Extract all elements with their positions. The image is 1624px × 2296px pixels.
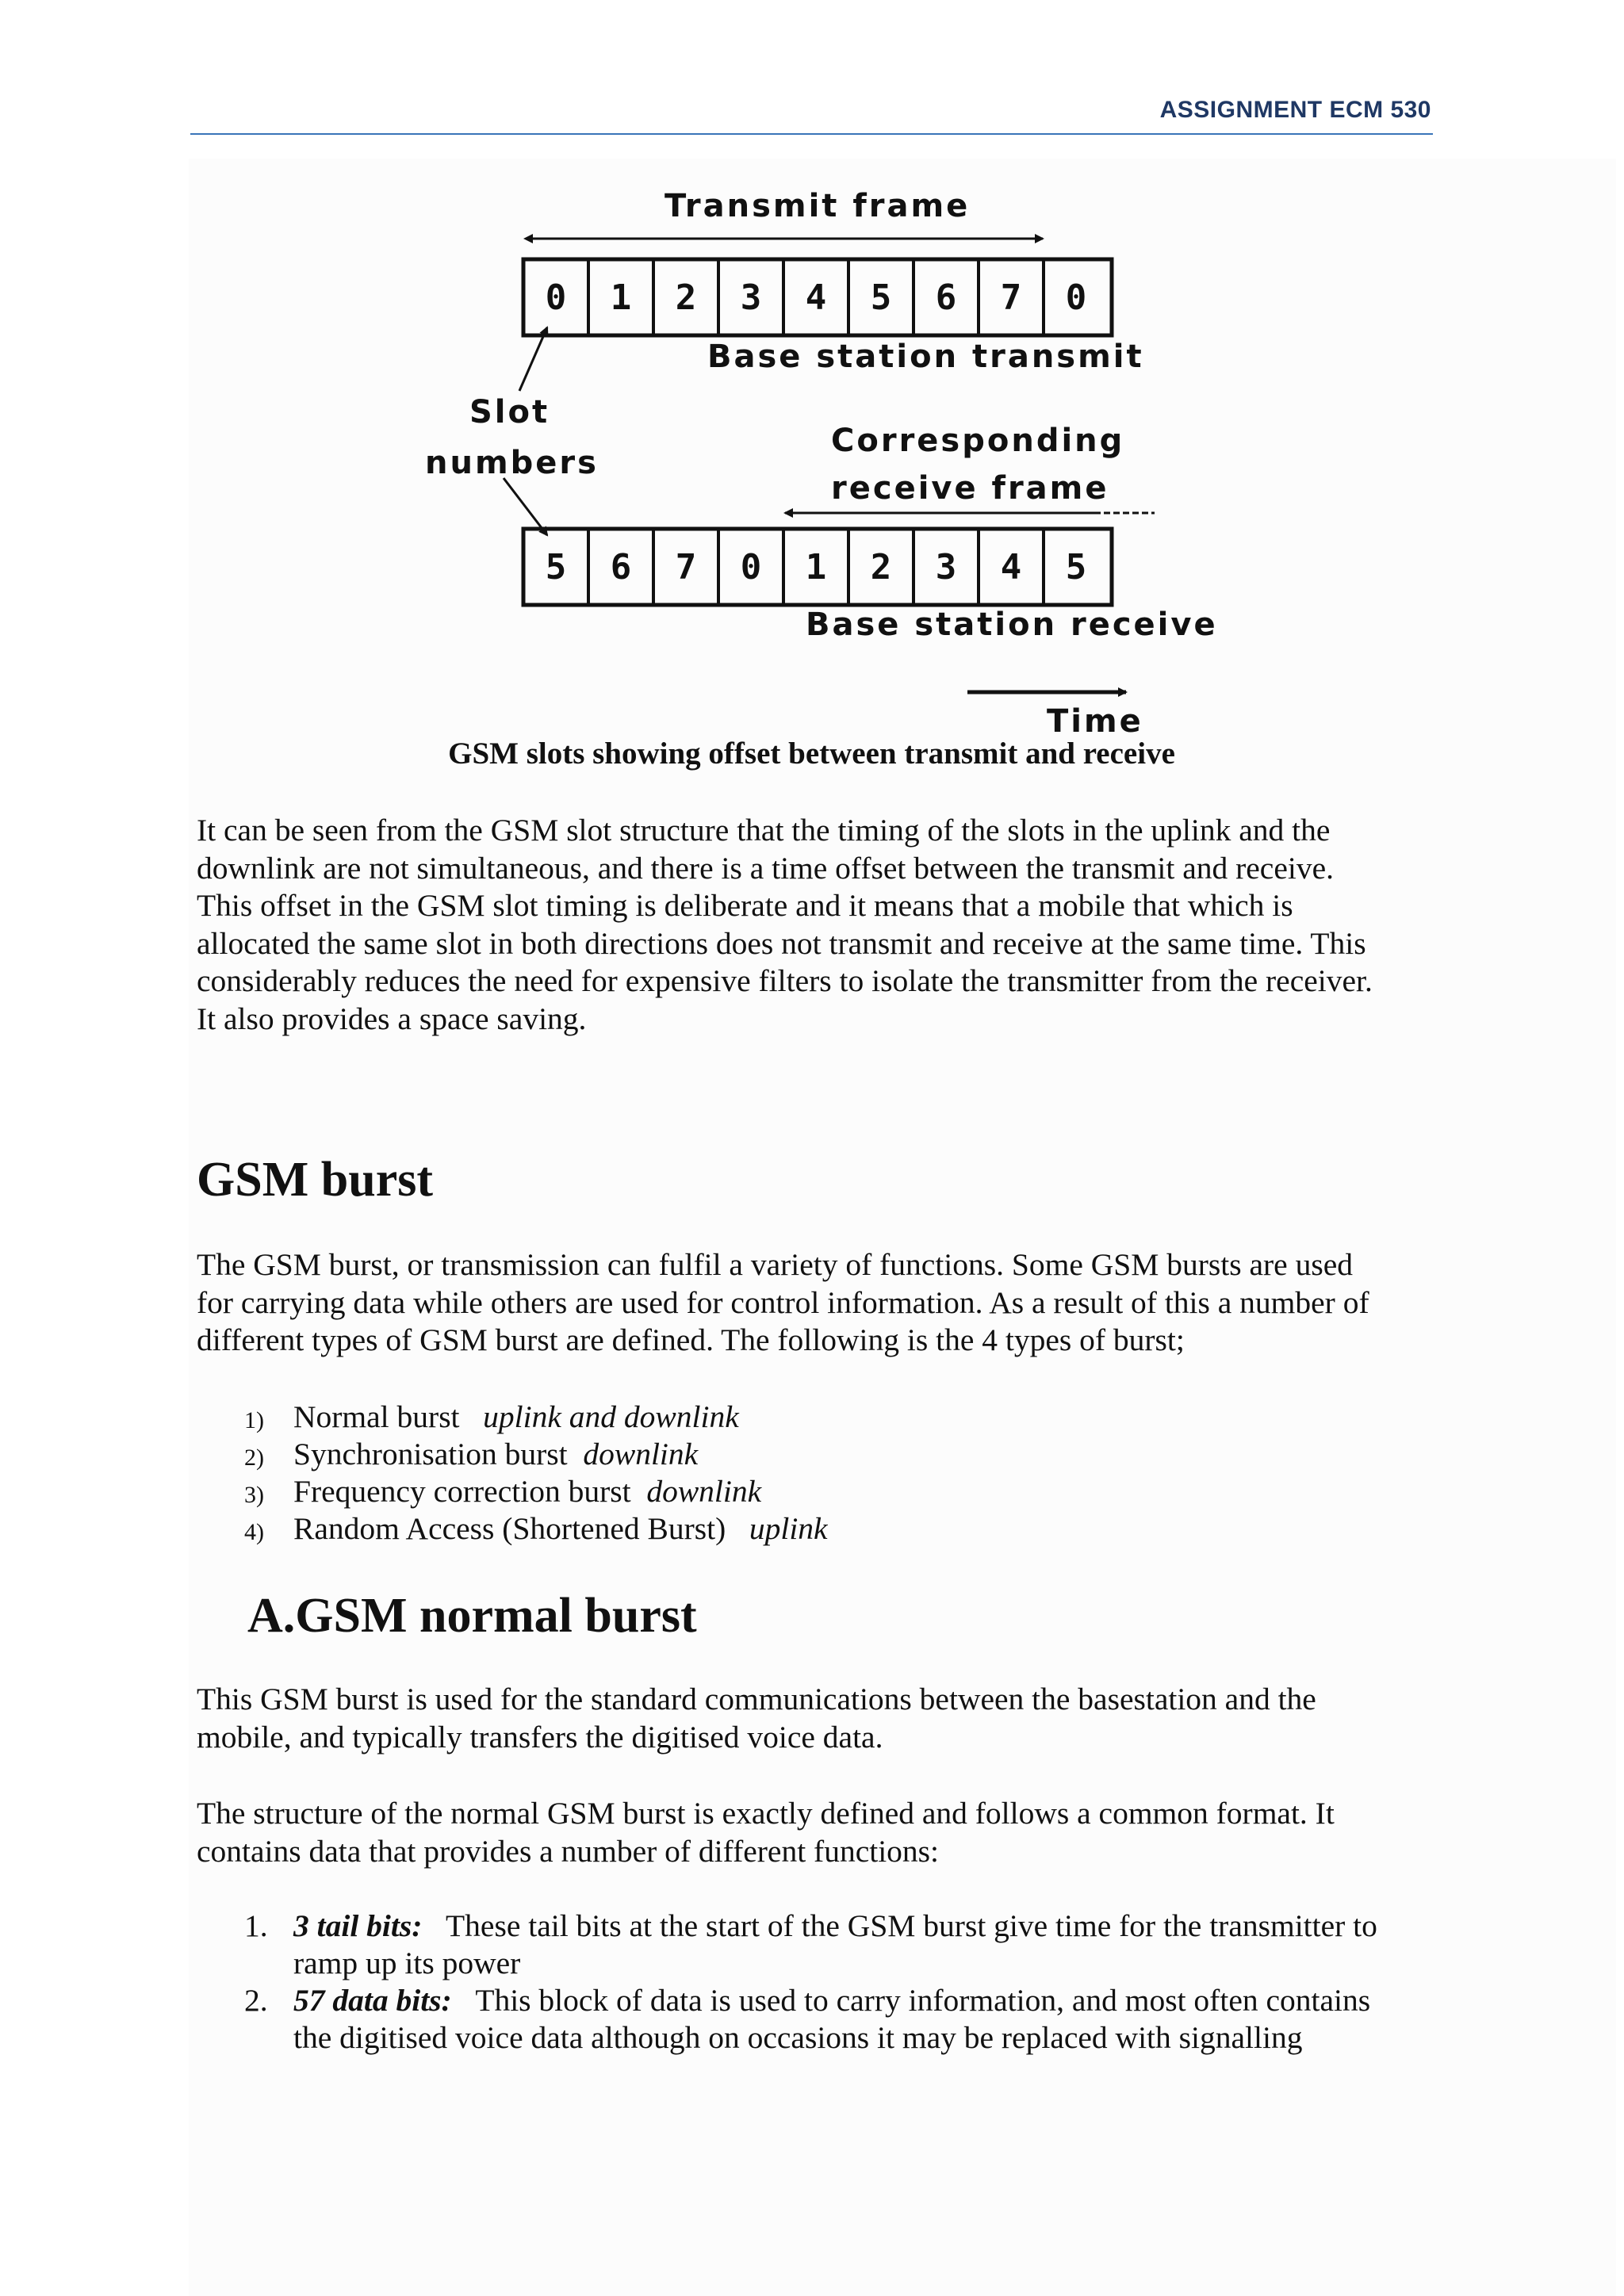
time-label: Time bbox=[1047, 703, 1143, 740]
receive-slot: 5 bbox=[1065, 546, 1087, 587]
text-line: It also provides a space saving. bbox=[197, 1001, 587, 1036]
transmit-slot: 4 bbox=[805, 277, 827, 318]
list-item-text bbox=[293, 1510, 828, 1548]
receive-slot: 6 bbox=[610, 546, 632, 587]
burst-direction: downlink bbox=[646, 1474, 762, 1509]
transmit-slot: 3 bbox=[740, 277, 762, 318]
list-item-text bbox=[293, 1473, 761, 1511]
receive-slot: 2 bbox=[870, 546, 892, 587]
base-station-receive-label: Base station receive bbox=[806, 607, 1218, 643]
receive-slot: 0 bbox=[740, 546, 762, 587]
slot-label-line2: numbers bbox=[425, 445, 599, 481]
list-number: 1. bbox=[244, 1908, 268, 1943]
transmit-frame-label: Transmit frame bbox=[665, 188, 971, 224]
normal-burst-paragraph-2 bbox=[197, 1795, 1335, 1870]
burst-name: Frequency correction burst bbox=[293, 1474, 631, 1509]
section-heading-normal-burst: A.GSM normal burst bbox=[247, 1589, 697, 1643]
slot-label-line1: Slot bbox=[469, 394, 550, 430]
text-line: This GSM burst is used for the standard communications between the basestation and the bbox=[197, 1682, 1316, 1716]
list-number: 4) bbox=[244, 1519, 264, 1545]
field-term: 3 tail bits: bbox=[293, 1908, 423, 1943]
receive-label-line1: Corresponding bbox=[831, 423, 1125, 459]
receive-slot: 1 bbox=[805, 546, 827, 587]
burst-name: Random Access (Shortened Burst) bbox=[293, 1511, 726, 1546]
transmit-slot: 2 bbox=[675, 277, 697, 318]
slot-pointer-bottom bbox=[504, 478, 547, 535]
list-item-text bbox=[293, 1908, 1377, 1946]
list-item-text bbox=[293, 1436, 698, 1474]
text-line: contains data that provides a number of different functions: bbox=[197, 1833, 940, 1869]
burst-direction: downlink bbox=[583, 1437, 699, 1471]
text-line: mobile, and typically transfers the digitised voice data. bbox=[197, 1719, 883, 1755]
field-description-continued: the digitised voice data although on occasions it may be replaced with signalling bbox=[293, 2020, 1303, 2055]
transmit-slot: 1 bbox=[610, 277, 632, 318]
burst-name: Synchronisation burst bbox=[293, 1437, 568, 1471]
text-line: considerably reduces the need for expensive filters to isolate the transmitter from the receiver. bbox=[197, 963, 1373, 998]
text-line: The GSM burst, or transmission can fulfil a variety of functions. Some GSM bursts are used bbox=[197, 1247, 1353, 1282]
field-description: These tail bits at the start of the GSM burst give time for the transmitter to bbox=[446, 1908, 1377, 1943]
text-line: The structure of the normal GSM burst is exactly defined and follows a common format. It bbox=[197, 1796, 1335, 1831]
field-description-continued: ramp up its power bbox=[293, 1946, 521, 1980]
text-line: downlink are not simultaneous, and there is a time offset between the transmit and receive. bbox=[197, 850, 1334, 886]
list-number: 3) bbox=[244, 1482, 264, 1508]
list-item-text bbox=[293, 1399, 739, 1437]
burst-paragraph bbox=[197, 1246, 1369, 1360]
text-line: This offset in the GSM slot timing is deliberate and it means that a mobile that which is bbox=[197, 888, 1293, 923]
base-station-transmit-label: Base station transmit bbox=[707, 339, 1144, 375]
gsm-slot-diagram bbox=[412, 178, 1221, 749]
figure-caption: GSM slots showing offset between transmit and receive bbox=[448, 737, 1175, 771]
burst-direction: uplink bbox=[749, 1511, 828, 1546]
burst-name: Normal burst bbox=[293, 1399, 460, 1434]
receive-label-line2: receive frame bbox=[831, 470, 1109, 507]
intro-paragraph bbox=[197, 812, 1373, 1038]
burst-direction: uplink and downlink bbox=[483, 1399, 739, 1434]
header-title: ASSIGNMENT ECM 530 bbox=[1159, 97, 1431, 123]
list-number: 2) bbox=[244, 1445, 264, 1471]
text-line: allocated the same slot in both directions does not transmit and receive at the same time. This bbox=[197, 925, 1366, 961]
receive-slot: 3 bbox=[935, 546, 957, 587]
list-number: 1) bbox=[244, 1407, 264, 1433]
normal-burst-paragraph-1 bbox=[197, 1681, 1316, 1756]
receive-slot: 5 bbox=[545, 546, 567, 587]
receive-slot: 4 bbox=[1000, 546, 1022, 587]
list-item-text bbox=[293, 1982, 1370, 2020]
field-term: 57 data bits: bbox=[293, 1983, 452, 2018]
list-number: 2. bbox=[244, 1983, 268, 2018]
text-line: for carrying data while others are used for control information. As a result of this a number of bbox=[197, 1284, 1369, 1320]
transmit-slot: 6 bbox=[935, 277, 957, 318]
transmit-slot: 0 bbox=[545, 277, 567, 318]
transmit-slot: 7 bbox=[1000, 277, 1022, 318]
text-line: It can be seen from the GSM slot structure that the timing of the slots in the uplink and the bbox=[197, 813, 1331, 848]
transmit-slot: 5 bbox=[870, 277, 892, 318]
transmit-slot: 0 bbox=[1065, 277, 1087, 318]
field-description: This block of data is used to carry information, and most often contains bbox=[475, 1983, 1371, 2018]
text-line: different types of GSM burst are defined. The following is the 4 types of burst; bbox=[197, 1322, 1185, 1357]
page-header bbox=[190, 94, 1433, 135]
receive-slot: 7 bbox=[675, 546, 697, 587]
section-heading-gsm-burst: GSM burst bbox=[197, 1153, 433, 1207]
